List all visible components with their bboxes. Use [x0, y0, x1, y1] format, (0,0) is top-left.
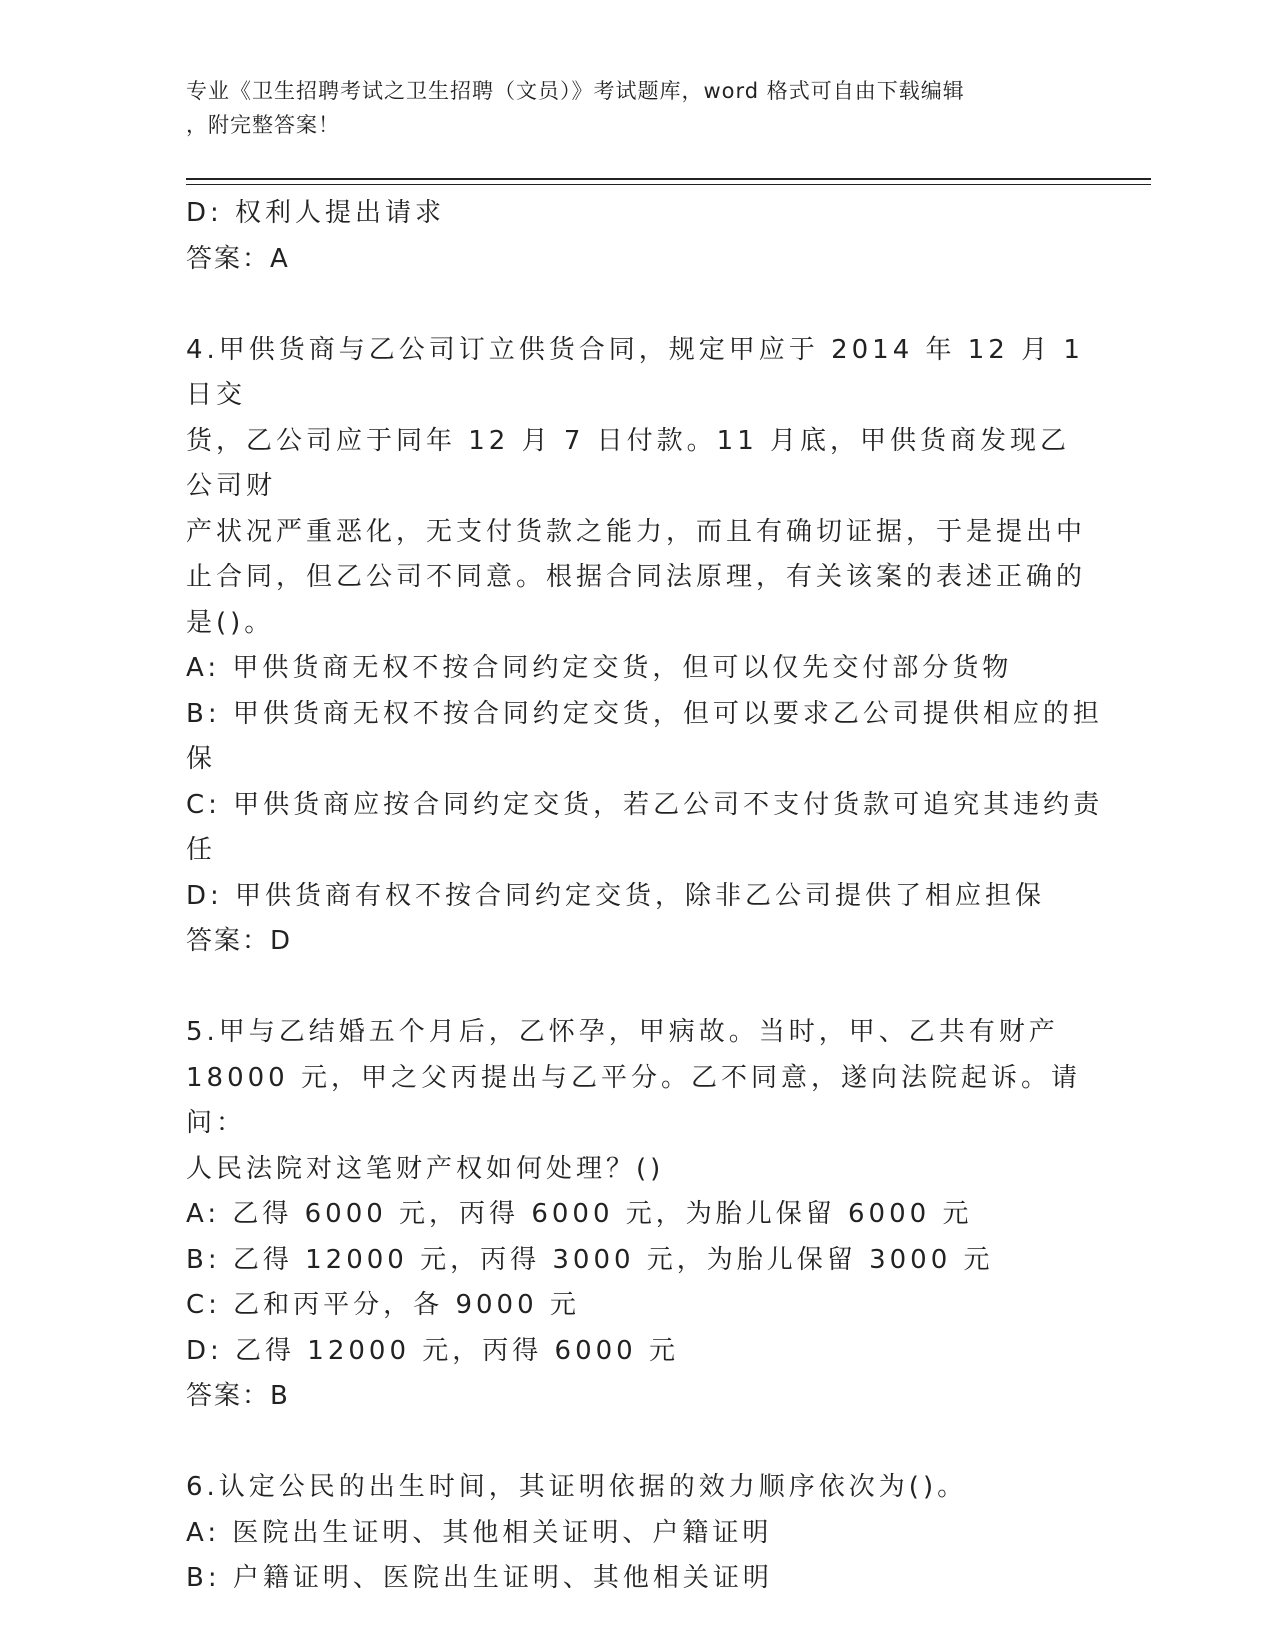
- question-4-text-line: 是()。: [186, 607, 275, 638]
- question-4-option-b: B: 甲供货商无权不按合同约定交货，但可以要求乙公司提供相应的担: [186, 698, 1103, 729]
- question-content: [186, 191, 1104, 1602]
- header-divider-thin: [186, 184, 1151, 185]
- spacer: [186, 282, 1086, 328]
- question-4-option-a: A: 甲供货商无权不按合同约定交货，但可以仅先交付部分货物: [186, 653, 1013, 683]
- question-5-text-line: 人民法院对这笔财产权如何处理？(): [186, 1153, 665, 1184]
- question-6-option-a: A: 医院出生证明、其他相关证明、户籍证明: [186, 1517, 773, 1548]
- question-4-answer: 答案：D: [186, 926, 293, 956]
- question-4-text-line: 产状况严重恶化，无支付货款之能力，而且有确切证据，于是提出中: [186, 516, 1087, 547]
- question-6: [186, 1465, 1086, 1602]
- question-4-option-c-cont: 任: [186, 835, 217, 865]
- question-4-option-b-cont: 保: [186, 744, 217, 774]
- header-line-2: ，附完整答案！: [186, 113, 340, 137]
- question-4-text-line: 止合同，但乙公司不同意。根据合同法原理，有关该案的表述正确的: [186, 562, 1087, 592]
- header-divider-thick: [186, 178, 1151, 180]
- question-6-option-b: B: 户籍证明、医院出生证明、其他相关证明: [186, 1563, 773, 1593]
- question-4-option-c: C: 甲供货商应按合同约定交货，若乙公司不支付货款可追究其违约责: [186, 789, 1104, 820]
- prev-answer: 答案：A: [186, 243, 290, 274]
- question-4-option-d: D: 甲供货商有权不按合同约定交货，除非乙公司提供了相应担保: [186, 880, 1046, 911]
- question-5-option-c: C: 乙和丙平分，各 9000 元: [186, 1290, 580, 1320]
- header-line-1: 专业《卫生招聘考试之卫生招聘（文员）》考试题库，word 格式可自由下载编辑: [186, 79, 965, 103]
- question-4-text-line: 4.甲供货商与乙公司订立供货合同，规定甲应于 2014 年 12 月 1 日交: [186, 334, 1084, 410]
- question-6-text-line: 6.认定公民的出生时间，其证明依据的效力顺序依次为()。: [186, 1472, 968, 1502]
- prev-option-d: D: 权利人提出请求: [186, 198, 446, 228]
- question-5: [186, 1010, 1086, 1420]
- document-header: [186, 74, 1066, 142]
- spacer: [186, 1420, 1086, 1466]
- question-5-text-line: 5.甲与乙结婚五个月后，乙怀孕，甲病故。当时，甲、乙共有财产: [186, 1017, 1059, 1047]
- question-5-option-d: D: 乙得 12000 元，丙得 6000 元: [186, 1335, 679, 1366]
- question-5-option-a: A: 乙得 6000 元，丙得 6000 元，为胎儿保留 6000 元: [186, 1199, 973, 1229]
- question-5-option-b: B: 乙得 12000 元，丙得 3000 元，为胎儿保留 3000 元: [186, 1244, 994, 1275]
- question-5-text-line: 18000 元，甲之父丙提出与乙平分。乙不同意，遂向法院起诉。请问：: [186, 1062, 1081, 1138]
- question-4: [186, 328, 1104, 965]
- question-4-text-line: 货，乙公司应于同年 12 月 7 日付款。11 月底，甲供货商发现乙公司财: [186, 425, 1071, 501]
- question-5-answer: 答案：B: [186, 1381, 290, 1411]
- spacer: [186, 965, 1086, 1011]
